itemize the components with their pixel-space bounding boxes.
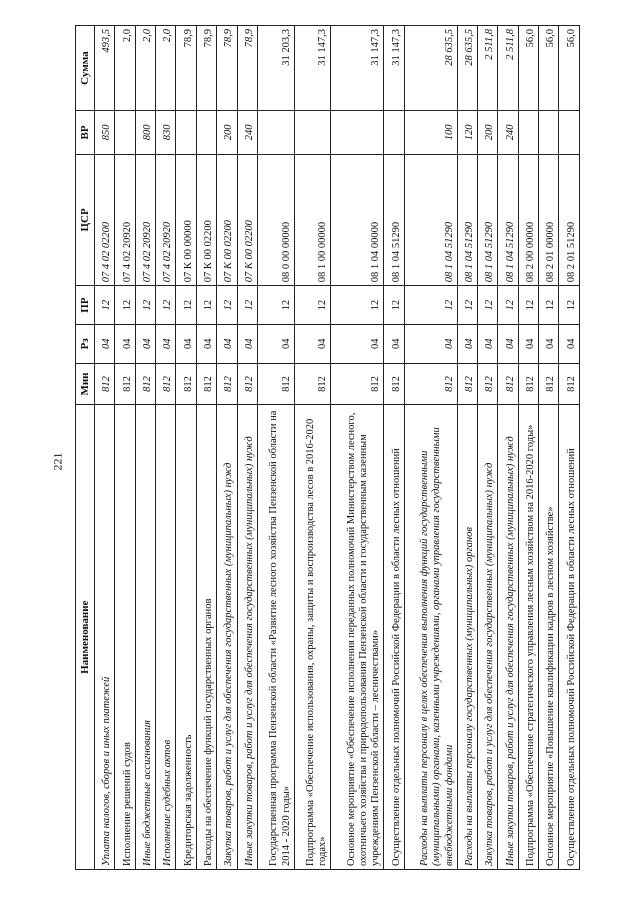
cell-name: Иные бюджетные ассигнования <box>135 405 155 870</box>
table-row <box>477 26 497 870</box>
cell-rz: 04 <box>559 324 580 363</box>
table-row <box>135 26 155 870</box>
cell-sum: 28 635,5 <box>404 26 457 111</box>
cell-vr: 200 <box>477 111 497 154</box>
cell-sum: 2,0 <box>135 26 155 111</box>
cell-min: 812 <box>156 363 176 405</box>
cell-rz: 04 <box>257 324 294 363</box>
cell-pr: 12 <box>518 286 538 325</box>
cell-pr: 12 <box>196 286 216 325</box>
cell-min: 812 <box>518 363 538 405</box>
table-row <box>331 26 384 870</box>
cell-pr: 12 <box>115 286 135 325</box>
header-pr: ПР <box>76 286 95 325</box>
cell-rz: 04 <box>457 324 477 363</box>
cell-sum: 493,5 <box>95 26 115 111</box>
cell-sum: 78,9 <box>196 26 216 111</box>
cell-vr: 240 <box>498 111 518 154</box>
cell-csr: 08 1 04 51290 <box>498 154 518 286</box>
cell-sum: 56,0 <box>539 26 559 111</box>
table-row <box>539 26 559 870</box>
cell-csr: 08 1 00 00000 <box>294 154 331 286</box>
cell-name: Осуществление отдельных полномочий Российской Федерации в области лесных отношений <box>559 405 580 870</box>
cell-pr: 12 <box>384 286 404 325</box>
cell-name: Кредиторская задолженность <box>176 405 196 870</box>
cell-name: Государственная программа Пензенской области «Развитие лесного хозяйства Пензенской области на 2014 - 2020 годы» <box>257 405 294 870</box>
cell-vr <box>518 111 538 154</box>
cell-csr: 08 1 04 00000 <box>331 154 384 286</box>
cell-min: 812 <box>95 363 115 405</box>
cell-sum: 31 147,3 <box>294 26 331 111</box>
cell-rz: 04 <box>156 324 176 363</box>
cell-min: 812 <box>237 363 257 405</box>
cell-sum: 28 635,5 <box>457 26 477 111</box>
cell-csr: 07 4 02 20920 <box>135 154 155 286</box>
page-number: 221 <box>50 452 65 471</box>
cell-name: Закупка товаров, работ и услуг для обеспечения государственных (муниципальных) нужд <box>477 405 497 870</box>
cell-rz: 04 <box>115 324 135 363</box>
cell-rz: 04 <box>95 324 115 363</box>
cell-rz: 04 <box>294 324 331 363</box>
header-csr: ЦСР <box>76 154 95 286</box>
cell-name: Осуществление отдельных полномочий Российской Федерации в области лесных отношений <box>384 405 404 870</box>
table-row <box>196 26 216 870</box>
cell-pr: 12 <box>176 286 196 325</box>
cell-rz: 04 <box>477 324 497 363</box>
table-row <box>294 26 331 870</box>
cell-csr: 08 1 04 51290 <box>477 154 497 286</box>
table-row <box>559 26 580 870</box>
table-row <box>115 26 135 870</box>
cell-vr <box>115 111 135 154</box>
cell-name: Закупка товаров, работ и услуг для обеспечения государственных (муниципальных) нужд <box>217 405 237 870</box>
cell-rz: 04 <box>196 324 216 363</box>
cell-rz: 04 <box>384 324 404 363</box>
cell-name: Расходы на обеспечение функций государственных органов <box>196 405 216 870</box>
cell-min: 812 <box>115 363 135 405</box>
table-row <box>257 26 294 870</box>
cell-vr: 850 <box>95 111 115 154</box>
cell-vr <box>196 111 216 154</box>
cell-vr: 830 <box>156 111 176 154</box>
cell-name: Расходы на выплаты персоналу в целях обеспечения выполнения функций государственными (муниципальными) органами, казенными учреждениями, органами управления государственными внебюджетными фондами <box>404 405 457 870</box>
header-name: Наименование <box>76 405 95 870</box>
cell-sum: 31 147,3 <box>384 26 404 111</box>
cell-min: 812 <box>196 363 216 405</box>
cell-vr <box>176 111 196 154</box>
cell-min: 812 <box>477 363 497 405</box>
cell-name: Исполнение судебных актов <box>156 405 176 870</box>
cell-rz: 04 <box>518 324 538 363</box>
cell-vr: 120 <box>457 111 477 154</box>
cell-min: 812 <box>498 363 518 405</box>
cell-name: Исполнение решений судов <box>115 405 135 870</box>
cell-csr: 07 4 02 02200 <box>95 154 115 286</box>
cell-csr: 08 0 00 00000 <box>257 154 294 286</box>
cell-name: Основное мероприятие «Обеспечение исполнения переданных полномочий Министерством лесного, охотничьего хозяйства и природопользования Пензенской области и государственным казенным учреждениям Пензенской области – лесничествами» <box>331 405 384 870</box>
cell-min: 812 <box>331 363 384 405</box>
cell-name: Подпрограмма «Обеспечение использования, охраны, защиты и воспроизводства лесов в 2016-2020 годах» <box>294 405 331 870</box>
cell-pr: 12 <box>237 286 257 325</box>
cell-csr: 07 К 00 02200 <box>196 154 216 286</box>
cell-sum: 78,9 <box>217 26 237 111</box>
cell-min: 812 <box>257 363 294 405</box>
cell-name: Расходы на выплаты персоналу государственных (муниципальных) органов <box>457 405 477 870</box>
cell-pr: 12 <box>331 286 384 325</box>
cell-csr: 07 К 00 00000 <box>176 154 196 286</box>
cell-pr: 12 <box>294 286 331 325</box>
cell-sum: 56,0 <box>518 26 538 111</box>
cell-min: 812 <box>404 363 457 405</box>
table-row <box>237 26 257 870</box>
cell-vr: 800 <box>135 111 155 154</box>
cell-min: 812 <box>457 363 477 405</box>
cell-sum: 78,9 <box>176 26 196 111</box>
cell-sum: 2,0 <box>115 26 135 111</box>
cell-csr: 07 4 02 20920 <box>156 154 176 286</box>
cell-pr: 12 <box>404 286 457 325</box>
cell-csr: 07 К 00 02200 <box>217 154 237 286</box>
cell-min: 812 <box>539 363 559 405</box>
cell-name: Основное мероприятие «Повышение квалификации кадров в лесном хозяйстве» <box>539 405 559 870</box>
cell-vr <box>294 111 331 154</box>
cell-sum: 2 511,8 <box>477 26 497 111</box>
cell-csr: 08 2 00 00000 <box>518 154 538 286</box>
cell-rz: 04 <box>539 324 559 363</box>
table-row <box>156 26 176 870</box>
cell-csr: 08 2 01 00000 <box>539 154 559 286</box>
cell-rz: 04 <box>404 324 457 363</box>
table-row <box>518 26 538 870</box>
cell-sum: 2,0 <box>156 26 176 111</box>
cell-rz: 04 <box>331 324 384 363</box>
cell-rz: 04 <box>176 324 196 363</box>
table-row <box>176 26 196 870</box>
cell-name: Иные закупки товаров, работ и услуг для обеспечения государственных (муниципальных) нужд <box>237 405 257 870</box>
table-header-row <box>76 26 95 870</box>
cell-csr: 08 1 04 51290 <box>384 154 404 286</box>
cell-pr: 12 <box>217 286 237 325</box>
cell-pr: 12 <box>135 286 155 325</box>
cell-rz: 04 <box>237 324 257 363</box>
table-row <box>498 26 518 870</box>
cell-min: 812 <box>559 363 580 405</box>
cell-vr <box>331 111 384 154</box>
cell-csr: 08 1 04 51290 <box>404 154 457 286</box>
cell-pr: 12 <box>539 286 559 325</box>
table-body <box>95 26 580 870</box>
cell-min: 812 <box>217 363 237 405</box>
cell-name: Иные закупки товаров, работ и услуг для обеспечения государственных (муниципальных) нужд <box>498 405 518 870</box>
cell-vr <box>539 111 559 154</box>
cell-sum: 56,0 <box>559 26 580 111</box>
cell-rz: 04 <box>217 324 237 363</box>
cell-min: 812 <box>294 363 331 405</box>
cell-name: Уплата налогов, сборов и иных платежей <box>95 405 115 870</box>
cell-csr: 08 2 01 51290 <box>559 154 580 286</box>
budget-table <box>75 25 580 870</box>
cell-pr: 12 <box>457 286 477 325</box>
rotated-table-wrapper <box>75 25 580 870</box>
header-vr: ВР <box>76 111 95 154</box>
cell-vr: 240 <box>237 111 257 154</box>
cell-sum: 2 511,8 <box>498 26 518 111</box>
cell-csr: 07 К 00 02200 <box>237 154 257 286</box>
cell-min: 812 <box>384 363 404 405</box>
cell-pr: 12 <box>498 286 518 325</box>
cell-pr: 12 <box>156 286 176 325</box>
cell-vr: 100 <box>404 111 457 154</box>
table-row <box>384 26 404 870</box>
cell-pr: 12 <box>477 286 497 325</box>
table-row <box>404 26 457 870</box>
table-row <box>217 26 237 870</box>
cell-pr: 12 <box>559 286 580 325</box>
header-sum: Сумма <box>76 26 95 111</box>
cell-min: 812 <box>135 363 155 405</box>
cell-name: Подпрограмма «Обеспечение стратегического управления лесным хозяйством на 2016-2020 годы» <box>518 405 538 870</box>
cell-min: 812 <box>176 363 196 405</box>
cell-rz: 04 <box>498 324 518 363</box>
cell-sum: 31 147,3 <box>331 26 384 111</box>
table-row <box>95 26 115 870</box>
cell-vr <box>257 111 294 154</box>
cell-csr: 07 4 02 20920 <box>115 154 135 286</box>
header-min: Мин <box>76 363 95 405</box>
cell-vr: 200 <box>217 111 237 154</box>
header-rz: Рз <box>76 324 95 363</box>
cell-sum: 31 203,3 <box>257 26 294 111</box>
table-row <box>457 26 477 870</box>
cell-sum: 78,9 <box>237 26 257 111</box>
cell-csr: 08 1 04 51290 <box>457 154 477 286</box>
cell-vr <box>384 111 404 154</box>
cell-pr: 12 <box>257 286 294 325</box>
cell-vr <box>559 111 580 154</box>
cell-pr: 12 <box>95 286 115 325</box>
cell-rz: 04 <box>135 324 155 363</box>
